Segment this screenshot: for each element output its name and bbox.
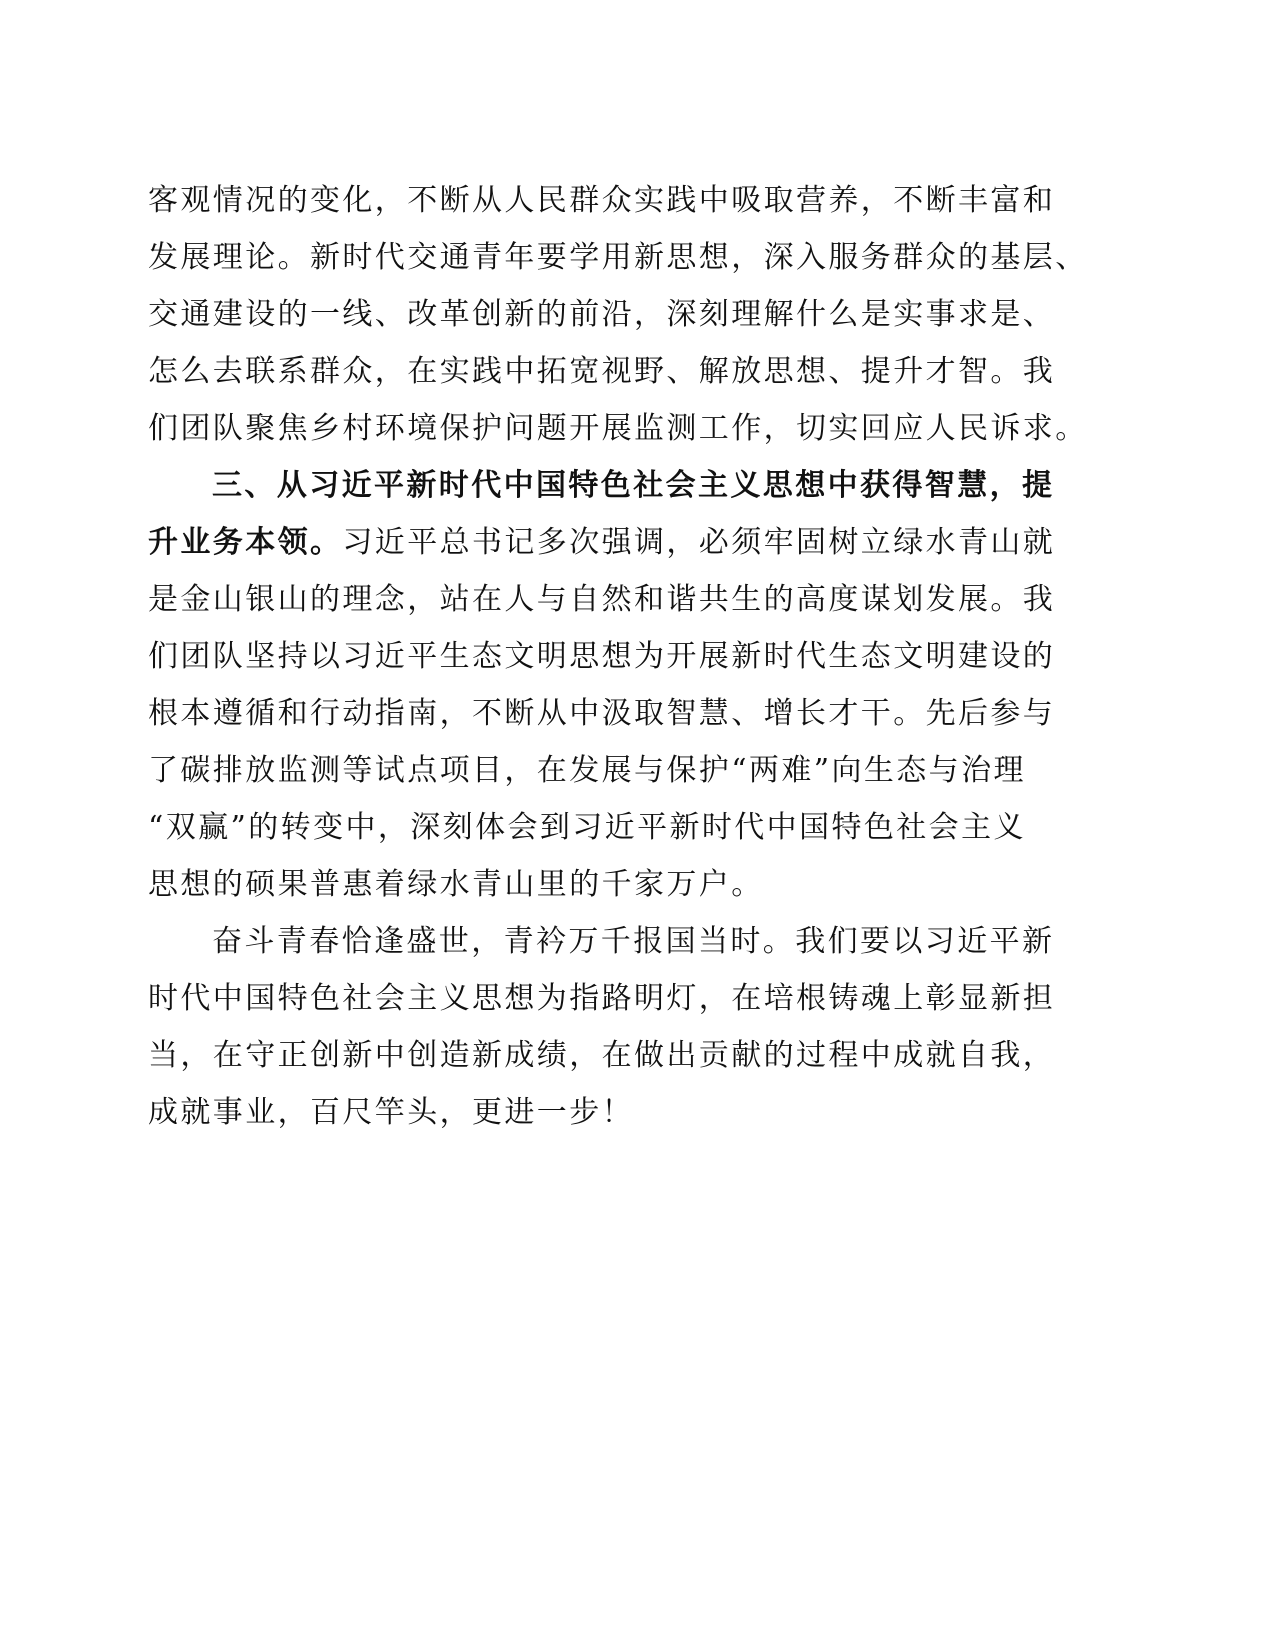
text-line: 发展理论。新时代交通青年要学用新思想，深入服务群众的基层、 xyxy=(148,240,1088,275)
text-line: 奋斗青春恰逢盛世，青衿万千报国当时。我们要以习近平新 xyxy=(212,924,1055,959)
text-line xyxy=(148,514,1056,571)
paragraph-continuation xyxy=(148,172,1088,457)
paragraph-conclusion xyxy=(148,913,1056,1141)
text-line: 思想的硕果普惠着绿水青山里的千家万户。 xyxy=(148,867,764,902)
text-line: 当，在守正创新中创造新成绩，在做出贡献的过程中成就自我， xyxy=(148,1038,1056,1073)
text-line: “双赢”的转变中，深刻体会到习近平新时代中国特色社会主义 xyxy=(148,810,1026,845)
document-page xyxy=(148,172,1088,1141)
text-line: 们团队聚焦乡村环境保护问题开展监测工作，切实回应人民诉求。 xyxy=(148,411,1088,446)
section-heading: 三、从习近平新时代中国特色社会主义思想中获得智慧，提 xyxy=(212,468,1055,503)
paragraph-section-three xyxy=(148,457,1056,913)
text-line: 怎么去联系群众，在实践中拓宽视野、解放思想、提升才智。我 xyxy=(148,354,1056,389)
text-line: 成就事业，百尺竿头，更进一步！ xyxy=(148,1095,634,1130)
text-line: 客观情况的变化，不断从人民群众实践中吸取营养，不断丰富和 xyxy=(148,183,1056,218)
text-line: 了碳排放监测等试点项目，在发展与保护“两难”向生态与治理 xyxy=(148,753,1026,788)
text-segment: 习近平总书记多次强调，必须牢固树立绿水青山就 xyxy=(342,525,1056,560)
text-line: 根本遵循和行动指南，不断从中汲取智慧、增长才干。先后参与 xyxy=(148,696,1056,731)
text-line: 时代中国特色社会主义思想为指路明灯，在培根铸魂上彰显新担 xyxy=(148,981,1056,1016)
text-line: 们团队坚持以习近平生态文明思想为开展新时代生态文明建设的 xyxy=(148,639,1056,674)
text-line: 是金山银山的理念，站在人与自然和谐共生的高度谋划发展。我 xyxy=(148,582,1056,617)
section-heading-end: 升业务本领。 xyxy=(148,525,343,560)
text-line: 交通建设的一线、改革创新的前沿，深刻理解什么是实事求是、 xyxy=(148,297,1056,332)
